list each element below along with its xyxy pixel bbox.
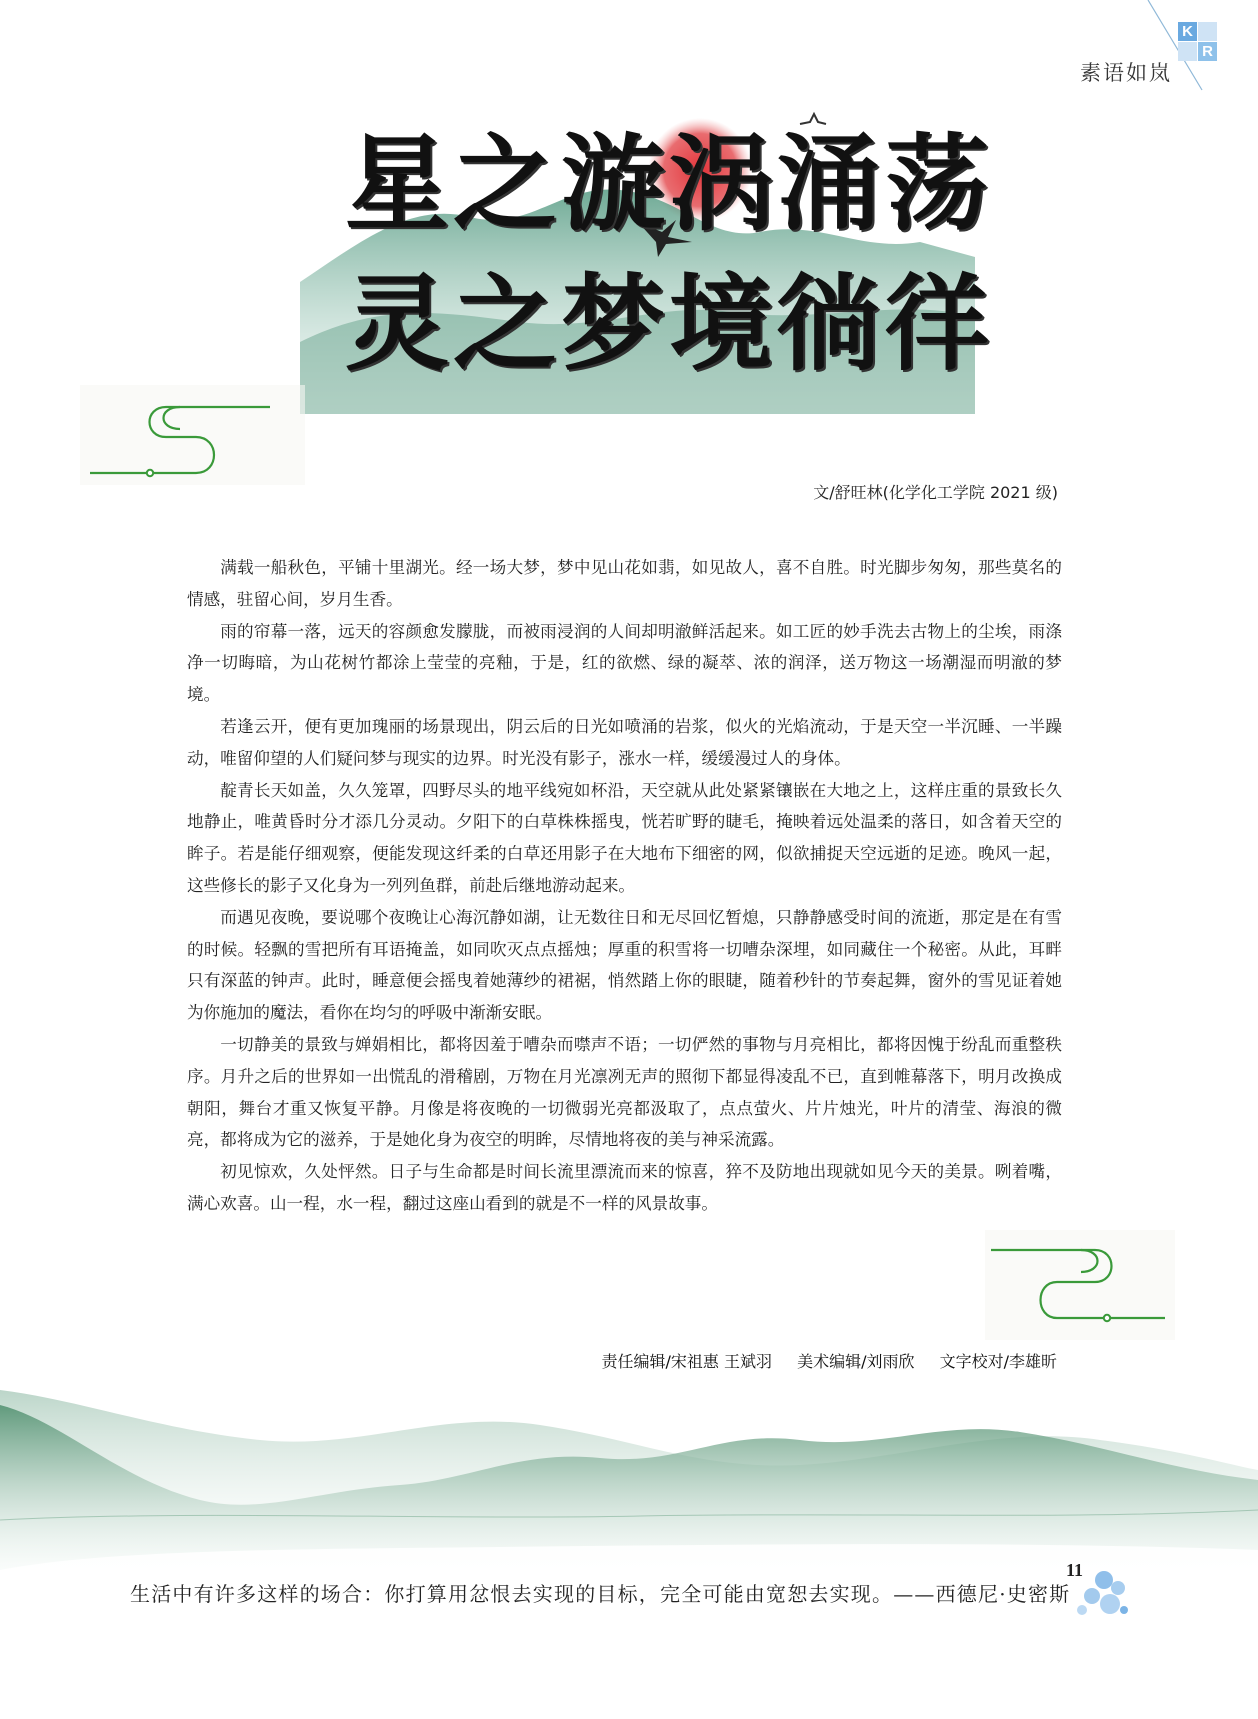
paragraph: 若逢云开，便有更加瑰丽的场景现出，阴云后的日光如喷涌的岩浆，似火的光焰流动，于是天空一半沉睡、一半躁动，唯留仰望的人们疑问梦与现实的边界。时光没有影子，涨水一样，缓缓漫过人的身体。	[187, 716, 1062, 768]
credit-proofreader: 文字校对/李雄昕	[939, 1352, 1057, 1371]
page-number: 11	[1066, 1560, 1084, 1580]
logo-block	[1178, 42, 1197, 61]
editor-credits	[582, 1349, 1057, 1372]
ink-mountains-footer	[0, 1370, 1258, 1580]
paragraph: 而遇见夜晚，要说哪个夜晚让心海沉静如湖，让无数往日和无尽回忆暂熄，只静静感受时间的流逝，那定是在有雪的时候。轻飘的雪把所有耳语掩盖，如同吹灭点点摇烛；厚重的积雪将一切嘈杂深埋，如同藏住一个秘密。从此，耳畔只有深蓝的钟声。此时，睡意便会摇曳着她薄纱的裙裾，悄然踏上你的眼睫，随着秒针的节奏起舞，窗外的雪见证着她为你施加的魔法，看你在均匀的呼吸中渐渐安眠。	[187, 907, 1062, 1023]
paragraph: 靛青长天如盖，久久笼罩，四野尽头的地平线宛如杯沿，天空就从此处紧紧镶嵌在大地之上，这样庄重的景致长久地静止，唯黄昏时分才添几分灵动。夕阳下的白草株株摇曳，恍若旷野的睫毛，掩映着远处温柔的落日，如含着天空的眸子。若是能仔细观察，便能发现这纤柔的白草还用影子在大地布下细密的网，似欲捕捉天空远逝的足迹。晚风一起，这些修长的影子又化身为一列列鱼群，前赴后继地游动起来。	[187, 780, 1062, 895]
article-body	[187, 552, 1062, 1220]
title-line-2: 灵之梦境徜徉	[345, 262, 994, 385]
paragraph: 初见惊欢，久处怦然。日子与生命都是时间长流里漂流而来的惊喜，猝不及防地出现就如见今天的美景。咧着嘴，满心欢喜。山一程，水一程，翻过这座山看到的就是不一样的风景故事。	[187, 1162, 1062, 1213]
title-line-1: 星之漩涡涌荡	[345, 122, 994, 245]
scroll-ornament-bottom	[985, 1230, 1175, 1340]
logo-letter-r: R	[1198, 42, 1217, 61]
column-name: 素语如岚	[1080, 61, 1172, 85]
title-artwork	[300, 92, 994, 414]
logo-block	[1198, 22, 1217, 41]
author-byline: 文/舒旺林(化学化工学院 2021 级)	[813, 483, 1058, 502]
credit-editor: 责任编辑/宋祖惠 王斌羽	[601, 1352, 772, 1371]
kr-logo	[1178, 22, 1218, 64]
paragraph: 一切静美的景致与婵娟相比，都将因羞于嘈杂而噤声不语；一切俨然的事物与月亮相比，都将因愧于纷乱而重整秩序。月升之后的世界如一出慌乱的滑稽剧，万物在月光凛冽无声的照彻下都显得凌乱不已，直到帷幕落下，明月改换成朝阳，舞台才重又恢复平静。月像是将夜晚的一切微弱光亮都汲取了，点点萤火、片片烛光，叶片的清莹、海浪的微亮，都将成为它的滋养，于是她化身为夜空的明眸，尽情地将夜的美与神采流露。	[187, 1034, 1062, 1150]
footer-quote: 生活中有许多这样的场合：你打算用忿恨去实现的目标，完全可能由宽恕去实现。——西德尼·史密斯	[130, 1582, 1071, 1606]
scroll-ornament-top	[80, 385, 305, 485]
logo-letter-k: K	[1178, 22, 1197, 41]
credit-art-editor: 美术编辑/刘雨欣	[797, 1352, 915, 1371]
paragraph: 满载一船秋色，平铺十里湖光。经一场大梦，梦中见山花如翡，如见故人，喜不自胜。时光脚步匆匆，那些莫名的情感，驻留心间，岁月生香。	[187, 558, 1062, 609]
paragraph: 雨的帘幕一落，远天的容颜愈发朦胧，而被雨浸润的人间却明澈鲜活起来。如工匠的妙手洗去古物上的尘埃，雨涤净一切晦暗，为山花树竹都涂上莹莹的亮釉，于是，红的欲燃、绿的凝萃、浓的润泽，送万物这一场潮湿而明澈的梦境。	[187, 621, 1062, 705]
